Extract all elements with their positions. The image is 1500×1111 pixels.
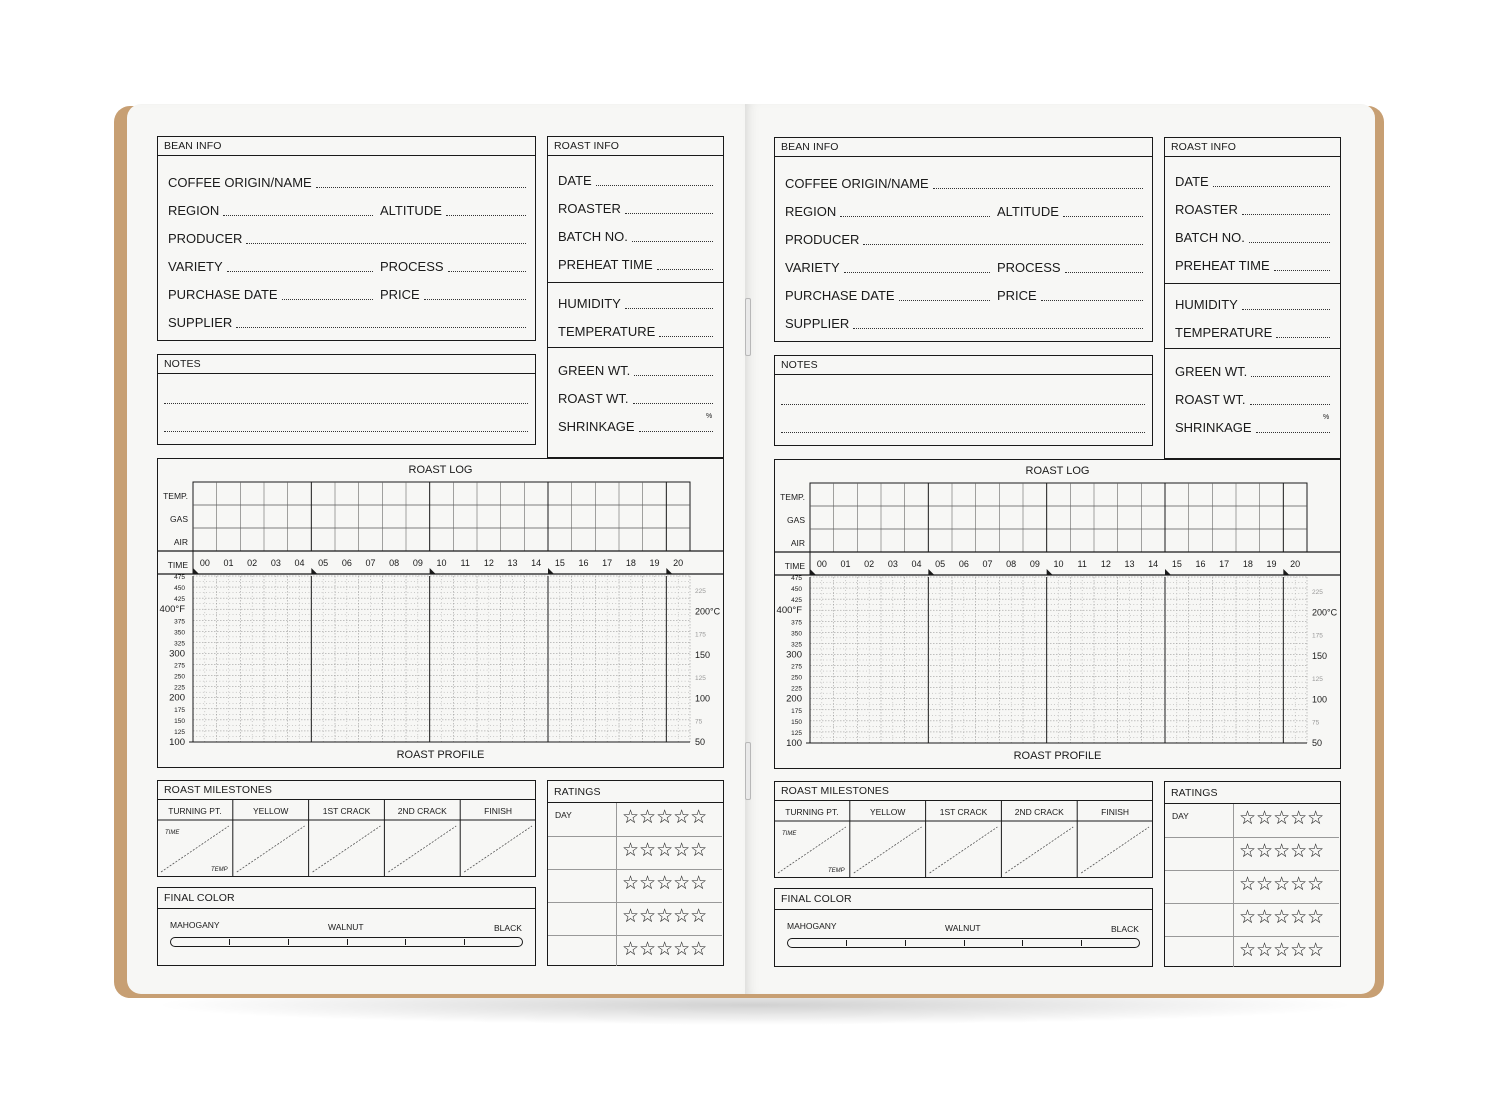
fahrenheit-label: 350 bbox=[173, 628, 185, 636]
ratings-box bbox=[547, 780, 724, 966]
altitude-field[interactable]: ALTITUDE bbox=[997, 204, 1143, 220]
time-minute-label: 07 bbox=[981, 558, 993, 569]
coffee-origin-field[interactable]: COFFEE ORIGIN/NAME bbox=[785, 176, 1143, 192]
roast-info-divider bbox=[1165, 283, 1340, 284]
fahrenheit-label: 200 bbox=[785, 693, 802, 705]
notes-title: NOTES bbox=[775, 356, 1152, 375]
supplier-field[interactable]: SUPPLIER bbox=[168, 315, 526, 331]
day-label: DAY bbox=[555, 810, 572, 820]
celsius-label: 150 bbox=[694, 649, 710, 660]
walnut-label: WALNUT bbox=[328, 922, 364, 932]
milestone-col-label: YELLOW bbox=[252, 805, 288, 816]
milestone-time-label: TIME bbox=[781, 830, 796, 837]
roast-log-title: ROAST LOG bbox=[1025, 465, 1090, 477]
star-rating-row[interactable]: ☆☆☆☆☆ bbox=[1239, 807, 1325, 829]
fahrenheit-label: 275 bbox=[173, 662, 185, 670]
time-minute-label: 05 bbox=[934, 558, 945, 569]
bean-info-box bbox=[157, 136, 536, 341]
color-scale-tick bbox=[405, 939, 406, 945]
batch-no-field[interactable]: BATCH NO. bbox=[558, 229, 713, 245]
milestones-box bbox=[774, 781, 1153, 878]
time-marker bbox=[548, 568, 554, 574]
milestones-grid[interactable] bbox=[157, 780, 536, 877]
time-minute-label: 20 bbox=[1289, 558, 1300, 569]
temp-row-label: TEMP. bbox=[780, 492, 805, 502]
milestones-title: ROAST MILESTONES bbox=[158, 781, 535, 800]
gas-row-label: GAS bbox=[787, 515, 805, 525]
fahrenheit-label: 400°F bbox=[776, 604, 802, 616]
celsius-label: 125 bbox=[1311, 675, 1323, 683]
roast-profile-label: ROAST PROFILE bbox=[1013, 750, 1102, 762]
time-minute-label: 11 bbox=[1076, 558, 1087, 569]
roast-info-divider bbox=[548, 347, 723, 348]
time-marker bbox=[1283, 569, 1289, 575]
time-minute-label: 10 bbox=[435, 557, 447, 568]
celsius-label: 50 bbox=[694, 736, 705, 747]
final-color-title: FINAL COLOR bbox=[775, 889, 1152, 910]
time-marker bbox=[666, 568, 672, 574]
fahrenheit-label: 450 bbox=[173, 584, 185, 592]
color-scale-tick bbox=[846, 940, 847, 946]
time-minute-label: 09 bbox=[1029, 558, 1040, 569]
supplier-field[interactable]: SUPPLIER bbox=[785, 316, 1143, 332]
fahrenheit-label: 450 bbox=[790, 585, 802, 593]
celsius-label: 150 bbox=[1311, 650, 1327, 661]
variety-field[interactable]: VARIETY bbox=[168, 259, 373, 275]
price-field[interactable]: PRICE bbox=[380, 287, 526, 303]
celsius-label: 75 bbox=[694, 717, 702, 725]
green-wt-field[interactable]: GREEN WT. bbox=[1175, 364, 1330, 380]
fahrenheit-label: 425 bbox=[173, 595, 185, 603]
time-marker bbox=[193, 568, 199, 574]
fahrenheit-label: 125 bbox=[173, 728, 185, 736]
process-field[interactable]: PROCESS bbox=[380, 259, 526, 275]
time-marker bbox=[429, 568, 435, 574]
percent-sign: % bbox=[1323, 414, 1330, 421]
milestone-diagonal bbox=[388, 826, 456, 872]
purchase-date-field[interactable]: PURCHASE DATE bbox=[168, 287, 373, 303]
air-row-label: AIR bbox=[790, 538, 805, 548]
time-minute-label: 04 bbox=[910, 558, 922, 569]
time-minute-label: 07 bbox=[364, 557, 376, 568]
ratings-title: RATINGS bbox=[1165, 782, 1340, 804]
milestones-box bbox=[157, 780, 536, 877]
roast-log-grid[interactable] bbox=[157, 458, 724, 768]
time-minute-label: 17 bbox=[1218, 558, 1229, 569]
bean-info-title: BEAN INFO bbox=[158, 137, 535, 156]
preheat-time-field[interactable]: PREHEAT TIME bbox=[558, 257, 713, 273]
final-color-box bbox=[774, 888, 1153, 967]
roast-wt-field[interactable]: ROAST WT. bbox=[558, 391, 713, 407]
fahrenheit-label: 475 bbox=[173, 573, 185, 581]
fahrenheit-label: 175 bbox=[790, 707, 802, 715]
time-minute-label: 15 bbox=[1171, 558, 1182, 569]
roast-info-title: ROAST INFO bbox=[548, 137, 723, 156]
roast-info-box bbox=[1164, 137, 1341, 459]
time-minute-label: 18 bbox=[625, 557, 636, 568]
celsius-label: 175 bbox=[1311, 631, 1323, 639]
time-minute-label: 10 bbox=[1052, 558, 1064, 569]
fahrenheit-label: 150 bbox=[790, 718, 802, 726]
roaster-field[interactable]: ROASTER bbox=[558, 201, 713, 217]
time-minute-label: 18 bbox=[1242, 558, 1253, 569]
log-top-grid bbox=[810, 483, 1307, 552]
temp-row-label: TEMP. bbox=[163, 491, 188, 501]
time-minute-label: 01 bbox=[839, 558, 851, 569]
milestones-title: ROAST MILESTONES bbox=[775, 782, 1152, 801]
black-label: BLACK bbox=[1111, 924, 1139, 934]
milestone-diagonal bbox=[853, 827, 921, 873]
roast-wt-field[interactable]: ROAST WT. bbox=[1175, 392, 1330, 408]
time-minute-label: 03 bbox=[270, 557, 281, 568]
celsius-label: 175 bbox=[694, 630, 706, 638]
roaster-field[interactable]: ROASTER bbox=[1175, 202, 1330, 218]
milestone-temp-label: TEMP bbox=[827, 867, 845, 874]
color-scale-tick bbox=[964, 940, 965, 946]
final-color-box bbox=[157, 887, 536, 966]
walnut-label: WALNUT bbox=[945, 923, 981, 933]
roast-info-divider bbox=[548, 282, 723, 283]
altitude-field[interactable]: ALTITUDE bbox=[380, 203, 526, 219]
price-field[interactable]: PRICE bbox=[997, 288, 1143, 304]
star-rating-row[interactable]: ☆☆☆☆☆ bbox=[622, 938, 708, 960]
notes-line[interactable] bbox=[164, 431, 528, 432]
fahrenheit-label: 375 bbox=[173, 617, 185, 625]
celsius-label: 200°C bbox=[694, 606, 720, 617]
staple-top bbox=[745, 298, 751, 356]
staple-bottom bbox=[745, 742, 751, 800]
roast-log-box bbox=[774, 459, 1341, 769]
fahrenheit-label: 325 bbox=[790, 640, 802, 648]
milestone-col-label: TURNING PT. bbox=[167, 805, 222, 816]
time-minute-label: 02 bbox=[863, 558, 874, 569]
temperature-field[interactable]: TEMPERATURE bbox=[558, 324, 713, 340]
roast-info-box bbox=[547, 136, 724, 458]
celsius-label: 75 bbox=[1311, 718, 1319, 726]
time-minute-label: 08 bbox=[388, 557, 399, 568]
coffee-origin-field[interactable]: COFFEE ORIGIN/NAME bbox=[168, 175, 526, 191]
mahogany-label: MAHOGANY bbox=[170, 920, 220, 930]
celsius-label: 100 bbox=[1311, 694, 1327, 705]
humidity-field[interactable]: HUMIDITY bbox=[558, 296, 713, 312]
percent-sign: % bbox=[706, 413, 713, 420]
fahrenheit-label: 300 bbox=[785, 648, 802, 660]
milestone-col-label: 1ST CRACK bbox=[939, 806, 987, 817]
shrinkage-field[interactable]: SHRINKAGE bbox=[558, 419, 713, 435]
milestone-diagonal bbox=[929, 827, 997, 873]
color-scale-tick bbox=[1081, 940, 1082, 946]
time-minute-label: 16 bbox=[577, 557, 589, 568]
time-minute-label: 14 bbox=[1147, 558, 1158, 569]
bean-info-title: BEAN INFO bbox=[775, 138, 1152, 157]
producer-field[interactable]: PRODUCER bbox=[785, 232, 1143, 248]
milestone-diagonal bbox=[1005, 827, 1073, 873]
time-row-label: TIME bbox=[784, 561, 805, 571]
milestone-col-label: FINISH bbox=[483, 805, 512, 816]
time-minute-label: 15 bbox=[554, 557, 565, 568]
celsius-label: 50 bbox=[1311, 737, 1322, 748]
fahrenheit-label: 100 bbox=[168, 736, 185, 748]
fahrenheit-label: 100 bbox=[785, 737, 802, 749]
notes-box bbox=[157, 354, 536, 445]
color-scale-tick bbox=[288, 939, 289, 945]
celsius-label: 225 bbox=[1311, 588, 1323, 596]
notes-line[interactable] bbox=[781, 432, 1145, 433]
air-row-label: AIR bbox=[173, 537, 188, 547]
time-minute-label: 05 bbox=[317, 557, 328, 568]
star-rating-row[interactable]: ☆☆☆☆☆ bbox=[1239, 906, 1325, 928]
time-minute-label: 09 bbox=[412, 557, 423, 568]
fahrenheit-label: 175 bbox=[173, 706, 185, 714]
time-minute-label: 14 bbox=[530, 557, 541, 568]
roast-info-divider bbox=[1165, 348, 1340, 349]
ratings-box bbox=[1164, 781, 1341, 967]
star-rating-row[interactable]: ☆☆☆☆☆ bbox=[1239, 840, 1325, 862]
time-minute-label: 04 bbox=[293, 557, 305, 568]
fahrenheit-label: 250 bbox=[790, 674, 802, 682]
date-field[interactable]: DATE bbox=[558, 173, 713, 189]
star-rating-row[interactable]: ☆☆☆☆☆ bbox=[1239, 873, 1325, 895]
region-field[interactable]: REGION bbox=[785, 204, 990, 220]
fahrenheit-label: 425 bbox=[790, 596, 802, 604]
time-minute-label: 11 bbox=[459, 557, 470, 568]
time-minute-label: 13 bbox=[1123, 558, 1135, 569]
star-rating-row[interactable]: ☆☆☆☆☆ bbox=[1239, 939, 1325, 961]
bean-info-box bbox=[774, 137, 1153, 342]
fahrenheit-label: 150 bbox=[173, 717, 185, 725]
star-rating-row[interactable]: ☆☆☆☆☆ bbox=[622, 872, 708, 894]
celsius-label: 225 bbox=[694, 587, 706, 595]
celsius-label: 200°C bbox=[1311, 607, 1337, 618]
star-rating-row[interactable]: ☆☆☆☆☆ bbox=[622, 905, 708, 927]
producer-field[interactable]: PRODUCER bbox=[168, 231, 526, 247]
milestones-grid[interactable] bbox=[774, 781, 1153, 878]
fahrenheit-label: 250 bbox=[173, 673, 185, 681]
milestone-temp-label: TEMP bbox=[210, 866, 228, 873]
time-minute-label: 00 bbox=[816, 558, 827, 569]
milestone-col-label: 2ND CRACK bbox=[397, 805, 447, 816]
preheat-time-field[interactable]: PREHEAT TIME bbox=[1175, 258, 1330, 274]
fahrenheit-label: 200 bbox=[168, 692, 185, 704]
process-field[interactable]: PROCESS bbox=[997, 260, 1143, 276]
fahrenheit-label: 275 bbox=[790, 663, 802, 671]
time-row-label: TIME bbox=[167, 560, 188, 570]
green-wt-field[interactable]: GREEN WT. bbox=[558, 363, 713, 379]
fahrenheit-label: 400°F bbox=[159, 603, 185, 615]
time-minute-label: 01 bbox=[222, 557, 234, 568]
roast-profile-label: ROAST PROFILE bbox=[396, 749, 485, 761]
time-minute-label: 02 bbox=[246, 557, 257, 568]
milestone-col-label: YELLOW bbox=[869, 806, 905, 817]
notes-box bbox=[774, 355, 1153, 446]
milestone-diagonal bbox=[1081, 827, 1149, 873]
fahrenheit-label: 225 bbox=[790, 685, 802, 693]
fahrenheit-label: 375 bbox=[790, 618, 802, 626]
fahrenheit-label: 225 bbox=[173, 684, 185, 692]
star-rating-row[interactable]: ☆☆☆☆☆ bbox=[622, 806, 708, 828]
milestone-diagonal bbox=[464, 826, 532, 872]
fahrenheit-label: 125 bbox=[790, 729, 802, 737]
final-color-title: FINAL COLOR bbox=[158, 888, 535, 909]
fahrenheit-label: 350 bbox=[790, 629, 802, 637]
temperature-field[interactable]: TEMPERATURE bbox=[1175, 325, 1330, 341]
milestone-col-label: TURNING PT. bbox=[784, 806, 839, 817]
log-top-grid bbox=[193, 482, 690, 551]
milestone-diagonal bbox=[236, 826, 304, 872]
black-label: BLACK bbox=[494, 923, 522, 933]
date-field[interactable]: DATE bbox=[1175, 174, 1330, 190]
time-minute-label: 12 bbox=[1100, 558, 1111, 569]
color-scale-tick bbox=[229, 939, 230, 945]
time-minute-label: 19 bbox=[1265, 558, 1277, 569]
gas-row-label: GAS bbox=[170, 514, 188, 524]
notes-title: NOTES bbox=[158, 355, 535, 374]
time-marker bbox=[928, 569, 934, 575]
time-minute-label: 12 bbox=[483, 557, 494, 568]
time-minute-label: 19 bbox=[648, 557, 660, 568]
color-scale-tick bbox=[905, 940, 906, 946]
ratings-title: RATINGS bbox=[548, 781, 723, 803]
region-field[interactable]: REGION bbox=[168, 203, 373, 219]
day-label: DAY bbox=[1172, 811, 1189, 821]
time-minute-label: 00 bbox=[199, 557, 210, 568]
time-marker bbox=[810, 569, 816, 575]
fahrenheit-label: 325 bbox=[173, 639, 185, 647]
time-minute-label: 06 bbox=[341, 557, 352, 568]
mahogany-label: MAHOGANY bbox=[787, 921, 837, 931]
milestone-time-label: TIME bbox=[164, 829, 179, 836]
fahrenheit-label: 300 bbox=[168, 647, 185, 659]
fahrenheit-label: 475 bbox=[790, 574, 802, 582]
variety-field[interactable]: VARIETY bbox=[785, 260, 990, 276]
milestone-col-label: FINISH bbox=[1100, 806, 1129, 817]
humidity-field[interactable]: HUMIDITY bbox=[1175, 297, 1330, 313]
batch-no-field[interactable]: BATCH NO. bbox=[1175, 230, 1330, 246]
celsius-label: 100 bbox=[694, 693, 710, 704]
time-minute-label: 17 bbox=[601, 557, 612, 568]
milestone-col-label: 1ST CRACK bbox=[322, 805, 370, 816]
color-scale-tick bbox=[347, 939, 348, 945]
time-minute-label: 16 bbox=[1194, 558, 1206, 569]
time-minute-label: 13 bbox=[506, 557, 518, 568]
star-rating-row[interactable]: ☆☆☆☆☆ bbox=[622, 839, 708, 861]
time-marker bbox=[1046, 569, 1052, 575]
notes-line[interactable] bbox=[781, 404, 1145, 405]
celsius-label: 125 bbox=[694, 674, 706, 682]
roast-info-title: ROAST INFO bbox=[1165, 138, 1340, 157]
color-scale-tick bbox=[1022, 940, 1023, 946]
time-minute-label: 08 bbox=[1005, 558, 1016, 569]
time-minute-label: 20 bbox=[672, 557, 683, 568]
notes-line[interactable] bbox=[164, 403, 528, 404]
roast-log-title: ROAST LOG bbox=[408, 464, 473, 476]
time-minute-label: 03 bbox=[887, 558, 898, 569]
time-marker bbox=[311, 568, 317, 574]
roast-log-box bbox=[157, 458, 724, 768]
milestone-diagonal bbox=[312, 826, 380, 872]
roast-log-grid[interactable] bbox=[774, 459, 1341, 769]
purchase-date-field[interactable]: PURCHASE DATE bbox=[785, 288, 990, 304]
milestone-col-label: 2ND CRACK bbox=[1014, 806, 1064, 817]
time-marker bbox=[1165, 569, 1171, 575]
shrinkage-field[interactable]: SHRINKAGE bbox=[1175, 420, 1330, 436]
color-scale-tick bbox=[464, 939, 465, 945]
time-minute-label: 06 bbox=[958, 558, 969, 569]
